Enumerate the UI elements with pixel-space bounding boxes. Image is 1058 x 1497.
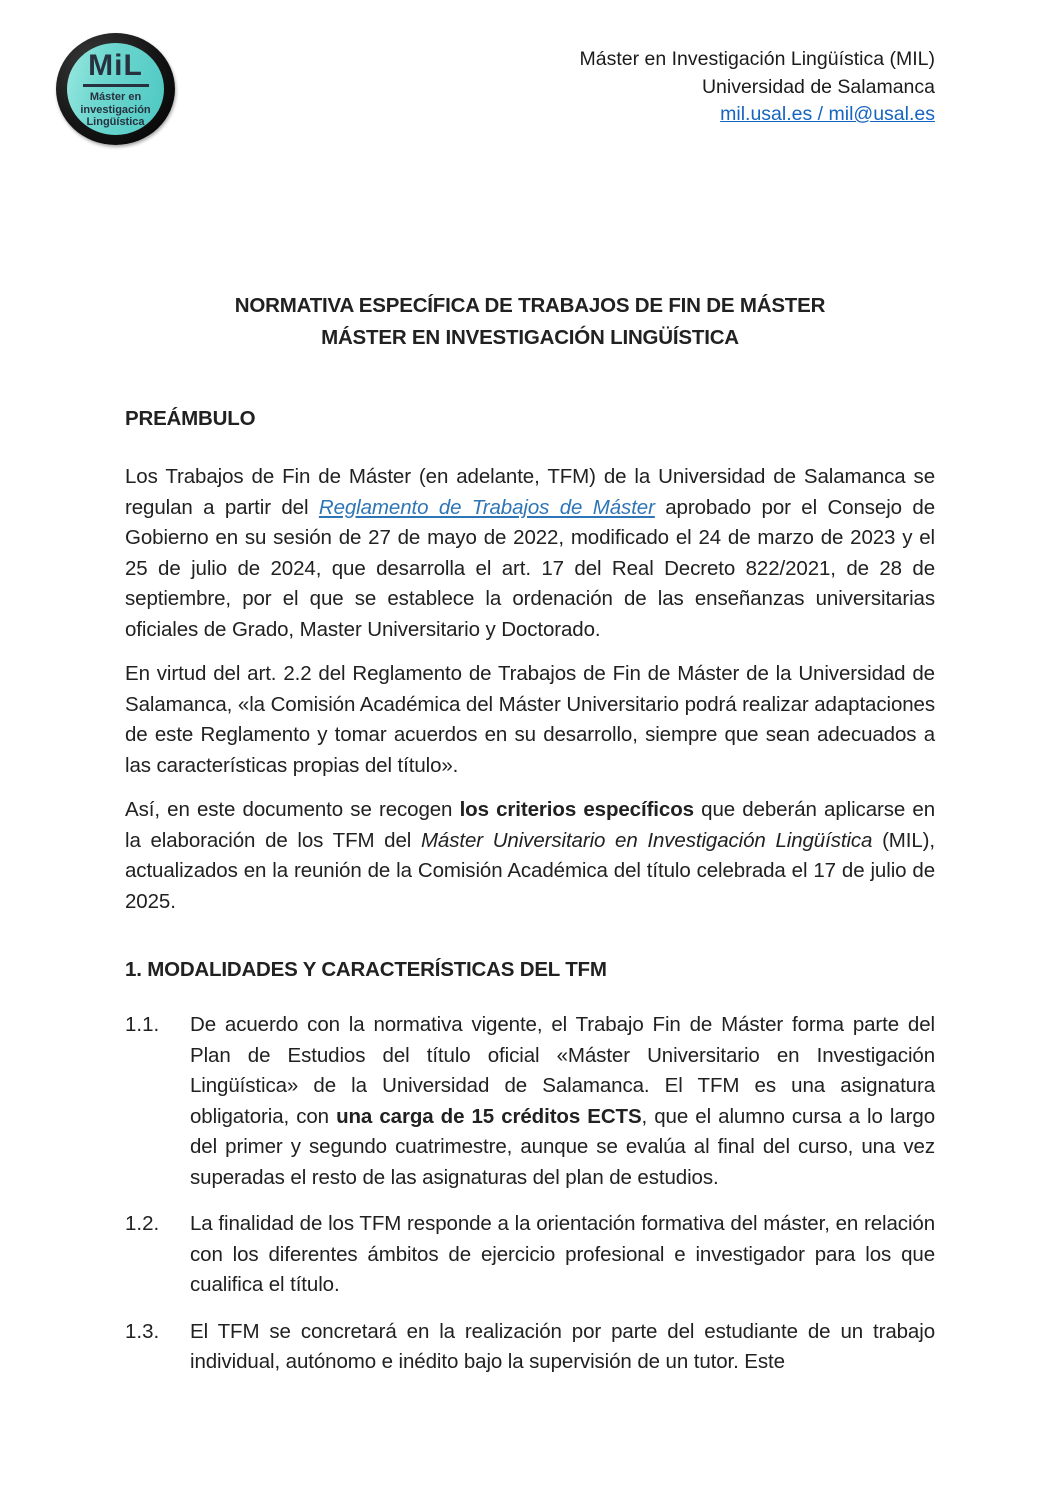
item-number: 1.3. xyxy=(125,1319,160,1343)
mil-logo-caption-line: investigación xyxy=(80,103,151,116)
preamble-paragraph-1 xyxy=(125,462,935,645)
contact-link[interactable]: mil.usal.es / mil@usal.es xyxy=(720,103,935,125)
mil-logo-caption-line: Máster en xyxy=(89,91,142,104)
document-title-line2: MÁSTER EN INVESTIGACIÓN LINGÜÍSTICA xyxy=(321,326,739,349)
preamble-paragraph-3 xyxy=(125,795,935,917)
mil-logo-caption-line: Lingüística xyxy=(86,116,145,129)
paragraph-text: Así, en este documento se recogen xyxy=(125,798,460,821)
reglamento-link[interactable]: Reglamento de Trabajos de Máster xyxy=(318,495,655,519)
section-1-items xyxy=(125,1010,935,1378)
letterhead-program: Máster en Investigación Lingüística (MIL) xyxy=(579,48,935,70)
preamble-paragraph-2 xyxy=(125,659,935,781)
mil-logo-acronym: MiL xyxy=(88,49,143,83)
preamble-heading: PREÁMBULO xyxy=(125,407,256,430)
paragraph-text: Los Trabajos de Fin de Máster (en adelante, TFM) de la Universidad de Salamanca se regulan a partir del xyxy=(125,465,935,519)
list-item-1-1 xyxy=(125,1010,935,1193)
paragraph-text: , que el alumno cursa a lo largo del primer y segundo cuatrimestre, aunque se evalúa al final del curso, una vez superadas el resto de las asignaturas del plan de estudios. xyxy=(190,1104,935,1189)
item-text xyxy=(190,1209,935,1301)
paragraph-text: aprobado por el Consejo de Gobierno en su sesión de 27 de mayo de 2022, modificado el 24 de marzo de 2023 y el 25 de julio de 2024, que desarrolla el art. 17 del Real Decreto 822/2021, de 28 de septiembre, por el que se establece la ordenación de las enseñanzas universitarias oficiales de Grado, Master Universitario y Doctorado. xyxy=(125,495,935,641)
document-title xyxy=(125,290,935,354)
paragraph-bold-text: los criterios específicos xyxy=(459,798,694,821)
paragraph-bold-text: una carga de 15 créditos ECTS xyxy=(336,1104,642,1128)
paragraph-text: El TFM se concretará en la realización por parte del estudiante de un trabajo individual, autónomo e inédito bajo la supervisión de un tutor. Este xyxy=(190,1319,935,1373)
item-text xyxy=(190,1010,935,1193)
item-number: 1.1. xyxy=(125,1013,160,1036)
paragraph-text: (MIL), actualizados en la reunión de la Comisión Académica del título celebrada el 17 de julio de 2025. xyxy=(125,828,935,913)
list-item-1-3 xyxy=(125,1317,935,1378)
paragraph-text: que deberán aplicarse en la elaboración de los TFM del xyxy=(125,798,935,852)
list-item-1-2 xyxy=(125,1209,935,1301)
section-1-heading: 1. MODALIDADES Y CARACTERÍSTICAS DEL TFM xyxy=(125,958,607,981)
paragraph-text: De acuerdo con la normativa vigente, el Trabajo Fin de Máster forma parte del Plan de Estudios del título oficial «Máster Universitario en Investigación Lingüística» de la Universidad de Salamanca. El TFM es una asignatura obligatoria, con xyxy=(190,1013,935,1128)
item-number: 1.2. xyxy=(125,1212,160,1235)
letterhead-university: Universidad de Salamanca xyxy=(701,75,935,98)
paragraph-italic-text: Máster Universitario en Investigación Lingüística xyxy=(420,828,873,852)
document-title-line1: NORMATIVA ESPECÍFICA DE TRABAJOS DE FIN DE MÁSTER xyxy=(234,294,826,317)
paragraph-text: La finalidad de los TFM responde a la orientación formativa del máster, en relación con los diferentes ámbitos de ejercicio profesional e investigador para los que cualifica el título. xyxy=(190,1212,935,1296)
paragraph-text: En virtud del art. 2.2 del Reglamento de Trabajos de Fin de Máster de la Universidad de Salamanca, «la Comisión Académica del Máster Universitario podrá realizar adaptaciones de este Reglamento y tomar acuerdos en su desarrollo, siempre que sean adecuados a las características propias del título». xyxy=(125,662,935,777)
item-text xyxy=(190,1317,935,1378)
